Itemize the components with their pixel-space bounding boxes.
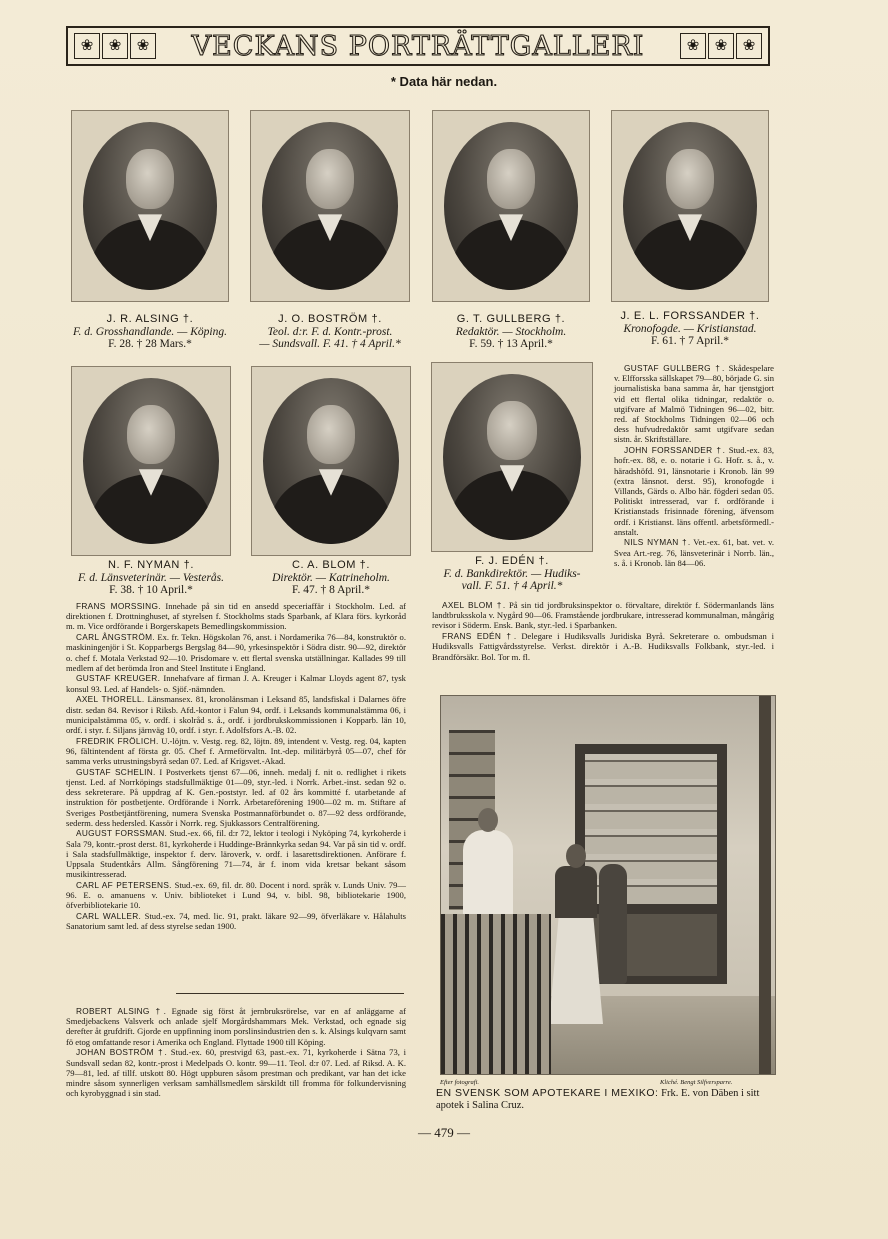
- bio-column-left: [66, 601, 406, 932]
- portrait-photo: [251, 366, 411, 556]
- bio-paragraph: FREDRIK FRÖLICH. U.-löjtn. v. Vestg. reg. 82, löjtn. 89, intendent v. Vestg. reg. 04, kapten 96, fältintendent af första gr. 05. Chef f. Armeförvaltn. Int.-dep. militärbyrå 05—07, chef för samma verks utrustningsbyrå sedan 07. Led. af Krigsvet.-Akad.: [66, 735, 406, 767]
- portrait-dates: F. 59. † 13 April.*: [469, 338, 553, 350]
- portrait-name: F. J. EDÉN †.: [475, 555, 549, 567]
- portrait-dates: vall. F. 51. † 4 April.*: [461, 580, 563, 592]
- bio-column-right-top: [614, 363, 774, 569]
- portrait-title: Kronofogde. — Kristianstad.: [623, 322, 757, 335]
- flower-ornament-icon: ❀: [736, 33, 762, 59]
- portrait-title: Redaktör. — Stockholm.: [455, 325, 567, 338]
- portrait-title: Direktör. — Katrineholm.: [272, 571, 390, 584]
- bio-paragraph: CARL AF PETERSENS. Stud.-ex. 69, fil. dr. 80. Docent i nord. språk v. Lunds Univ. 79—96. E. o. amanuens v. Univ. biblioteket i Lund 94, v. bibl. 98, bibliotekarie 1900, öfverbibliotekarie 10.: [66, 879, 406, 911]
- portrait-title: F. d. Grosshandlande. — Köping.: [73, 325, 227, 338]
- portrait-dates: F. 47. † 8 April.*: [292, 584, 370, 596]
- portrait-photo: [71, 110, 229, 302]
- portrait-caption: [250, 313, 410, 351]
- bio-paragraph: ROBERT ALSING †. Egnade sig först åt jernbruksrörelse, var en af anläggarne af Smedjebackens Valsverk och anlade sjelf Morgårdshammars Mek. Verkstad, och egnade sig derefter åt grufdrift. Gjorde en uppfinning inom porslinsindustrien den s. k. Alsings kulqvarn samt fö etog omfattande resor i Amerika och England. Flyttade 1900 till Köping.: [66, 1006, 406, 1047]
- portrait-caption: [425, 555, 599, 593]
- column-divider: [176, 993, 404, 994]
- bio-paragraph: CARL WALLER. Stud.-ex. 74, med. lic. 91, prakt. läkare 92—99, öfverläkare v. Hålahults Sanatorium samt led. af dess styrelse sedan 1900.: [66, 911, 406, 932]
- portrait-photo: [431, 362, 593, 552]
- bio-paragraph: FRANS EDÉN †. Delegare i Hudiksvalls Juridiska Byrå. Sekreterare o. ombudsman i Hudiksvalls Fattigvårdsstyrelse. Verkst. direktör i A.-B. Hudiksvalls Folkbank, styr.-led. i Brandförsäkr. Bol. Tor m. fl.: [432, 631, 774, 662]
- portrait-name: J. R. ALSING †.: [106, 313, 194, 325]
- portrait-caption: [611, 310, 769, 348]
- flower-ornament-icon: ❀: [680, 33, 706, 59]
- portrait-photo: [432, 110, 590, 302]
- masthead-ornament-left: [74, 33, 156, 59]
- bio-column-bottom: [66, 1006, 406, 1099]
- bio-paragraph: AXEL BLOM †. På sin tid jordbruksinspektor o. förvaltare, direktör f. Södermanlands läns landtbruksskola v. Nygård 90—06. Framstående jordbrukare, intresserad kommunalman, mångårig revisor i Söderm. Ensk. Bank, styr.-led. i Sparbanken.: [432, 600, 774, 631]
- page-number: — 479 —: [418, 1125, 470, 1140]
- portrait-name: J. E. L. FORSSANDER †.: [620, 310, 760, 322]
- flower-ornament-icon: ❀: [74, 33, 100, 59]
- data-note: * Data här nedan.: [390, 74, 498, 89]
- portrait-name: N. F. NYMAN †.: [107, 559, 195, 571]
- masthead-ornament-right: [680, 33, 762, 59]
- portrait-name: J. O. BOSTRÖM †.: [278, 313, 382, 325]
- portrait-dates: F. 28. † 28 Mars.*: [108, 338, 192, 350]
- bio-paragraph: GUSTAF KREUGER. Innehafvare af firman J. A. Kreuger i Kalmar Lloyds agent 87, tysk konsul 93. Led. af Handels- o. Sjöf.-nämnden.: [66, 673, 406, 694]
- flower-ornament-icon: ❀: [102, 33, 128, 59]
- portrait-photo: [611, 110, 769, 302]
- portrait-title: F. d. Länsveterinär. — Vesterås.: [77, 571, 225, 584]
- photo-credit: Efter fotografi.: [440, 1079, 479, 1086]
- portrait-name: G. T. GULLBERG †.: [456, 313, 566, 325]
- bio-paragraph: JOHAN BOSTRÖM †. Stud.-ex. 60, prestvigd 63, past.-ex. 71, kyrkoherde i Sätna 73, i Sundsvall sedan 82, kontr.-prost i Medelpads O. kontr. 99—11. Teol. d:r 07. Led. af Riksd. A. K. 79—81, led. af tillf. utskott 80. Högt uppburen såsom prestman och predikant, var han det icke mindre såsom synnerligen verksam samhällsmedlem särskildt till fromma för folkundervisning och kyrobyggnad i sin stad.: [66, 1047, 406, 1099]
- portrait-dates: F. 61. † 7 April.*: [651, 335, 729, 347]
- portrait-caption: [251, 559, 411, 597]
- bio-paragraph: NILS NYMAN †. Vet.-ex. 61, bat. vet. v. Svea Art.-reg. 76, länsveterinär i Norrb. län., s. å. i Kronob. län 84—06.: [614, 537, 774, 568]
- flower-ornament-icon: ❀: [708, 33, 734, 59]
- masthead-title: VECKANS PORTRÄTTGALLERI: [191, 30, 645, 62]
- bio-paragraph: FRANS MORSSING. Innehade på sin tid en ansedd speceriaffär i Stockholm. Led. af direktionen f. Drottninghuset, af styrelsen f. Stockholms stads Sparbank, af Klara förs. kyrkoråd m. m. Vice ordförande i Borgerskapets Bemedlingskommission.: [66, 601, 406, 632]
- portrait-dates: — Sundsvall. F. 41. † 4 April.*: [259, 338, 401, 350]
- portrait-caption: [71, 559, 231, 597]
- portrait-dates: F. 38. † 10 April.*: [109, 584, 193, 596]
- bio-paragraph: AUGUST FORSSMAN. Stud.-ex. 66, fil. d:r 72, lektor i teologi i Nyköping 74, kyrkoherde i Sala 79, kontr.-prost derst. 81, kyrkoherde i Huddinge-Brännkyrka sedan 94. Var på sin tid v. ordf. i Sala stadsfullmäktige, inspektor f. derv. läroverk, v. ordf. i lasarettsdirektionen. Anförare f. Uppsala Studentkårs Allm. Sångförening 71—74, är f. inom vida kretsar bekant såsom musikintresserad.: [66, 828, 406, 880]
- portrait-name: C. A. BLOM †.: [291, 559, 371, 571]
- portrait-photo: [71, 366, 231, 556]
- photo-caption-text: Frk. E. von Däben i sitt apotek i Salina Cruz.: [436, 1088, 760, 1111]
- bio-paragraph: GUSTAF SCHELIN. I Postverkets tjenst 67—06, inneh. medalj f. nit o. redlighet i rikets tjenst. Led. af Norrköpings stadsfullmäktige 01—09, styr.-led. i Norrk. Arbet.-inst. sedan 92 o. dess sekreterare. På uppdrag af K. Gen.-poststyr. led. af 02 års kommitté f. utarbetande af instruktion för postbetjente. Ordförande i Norrk. Arbetareförening 1900—02 m. m. Stiftare af Sveriges Postbetjäntförening, numera Svenska Postmannaförbundet o. 87—92 dess ordförande, sederm. dess hedersled. Kassör i Norrk. reg. Sjukkassors Centralförening.: [66, 766, 406, 828]
- pharmacy-photo: [440, 695, 776, 1075]
- bio-column-right-bottom: [432, 600, 774, 662]
- bio-paragraph: CARL ÅNGSTRÖM. Ex. fr. Tekn. Högskolan 76, anst. i Nordamerika 76—84, konstruktör o. maskiningenjör i St. Kopparbergs Bergslag 84—90, yrkesinspektör i Södra distr. 90—92, direktör o. chef f. Motala Verkstad 92—10. Prisdomare v. ett flertal svenska utställningar. Kallades 99 till medlem af det berömda Iron and Steel Institute i England.: [66, 632, 406, 673]
- flower-ornament-icon: ❀: [130, 33, 156, 59]
- photo-caption-title: EN SVENSK SOM APOTEKARE I MEXIKO:: [436, 1087, 659, 1099]
- portrait-title: Teol. d:r. F. d. Kontr.-prost.: [267, 325, 393, 338]
- portrait-title: F. d. Bankdirektör. — Hudiks-: [443, 567, 581, 580]
- photo-caption: [436, 1088, 780, 1111]
- bio-paragraph: AXEL THORELL. Länsmansex. 81, kronolänsman i Leksand 85, landsfiskal i Dalarnes öfre distr. sedan 84. Revisor i Riksb. Afd.-kontor i Falun 94, ordf. i Leksands kommunalstämma 06, i municipalstämma 05, v. ordf. i skolråd s. å., ordf. i jordbrukskommissionen i Kopparb. län 10, ordf. i styr. f. Siljans järnväg 10, ordf. i styr. f. Adolfsfors A.-B. 02.: [66, 694, 406, 735]
- cliche-credit: Kliché. Bengt Silfversparre.: [660, 1079, 733, 1086]
- bio-paragraph: GUSTAF GULLBERG †. Skådespelare v. Elfforsska sällskapet 79—80, började G. sin journalistiska bana samma år, har tjenstgjort vid ett flertal olika tidningar, redaktör o. utgifvare af Malmö Tidningen 96—02, bitr. red. af Stockholms Tidningen 02—06 och dess hufvudredaktör samt utgifvare sedan sistn. år. Skriftställare.: [614, 363, 774, 445]
- portrait-caption: [432, 313, 590, 351]
- masthead: [66, 26, 770, 66]
- bio-paragraph: JOHN FORSSANDER †. Stud.-ex. 83, hofr.-ex. 88, e. o. notarie i G. Hofr. s. å., v. häradshöfd. 91, länsnotarie i Kronob. län 99 (extra länsnot. derst. 95), kronofogde i Villands, Gärds o. Albo här. fögderi sedan 05. Politiskt intresserad, var f. ordförande i Kristianstads frisinnade förening, äfvensom ordf. i Kristianst. läns offentl. arbetsförmedl.-anstalt.: [614, 445, 775, 537]
- portrait-photo: [250, 110, 410, 302]
- portrait-caption: [71, 313, 229, 351]
